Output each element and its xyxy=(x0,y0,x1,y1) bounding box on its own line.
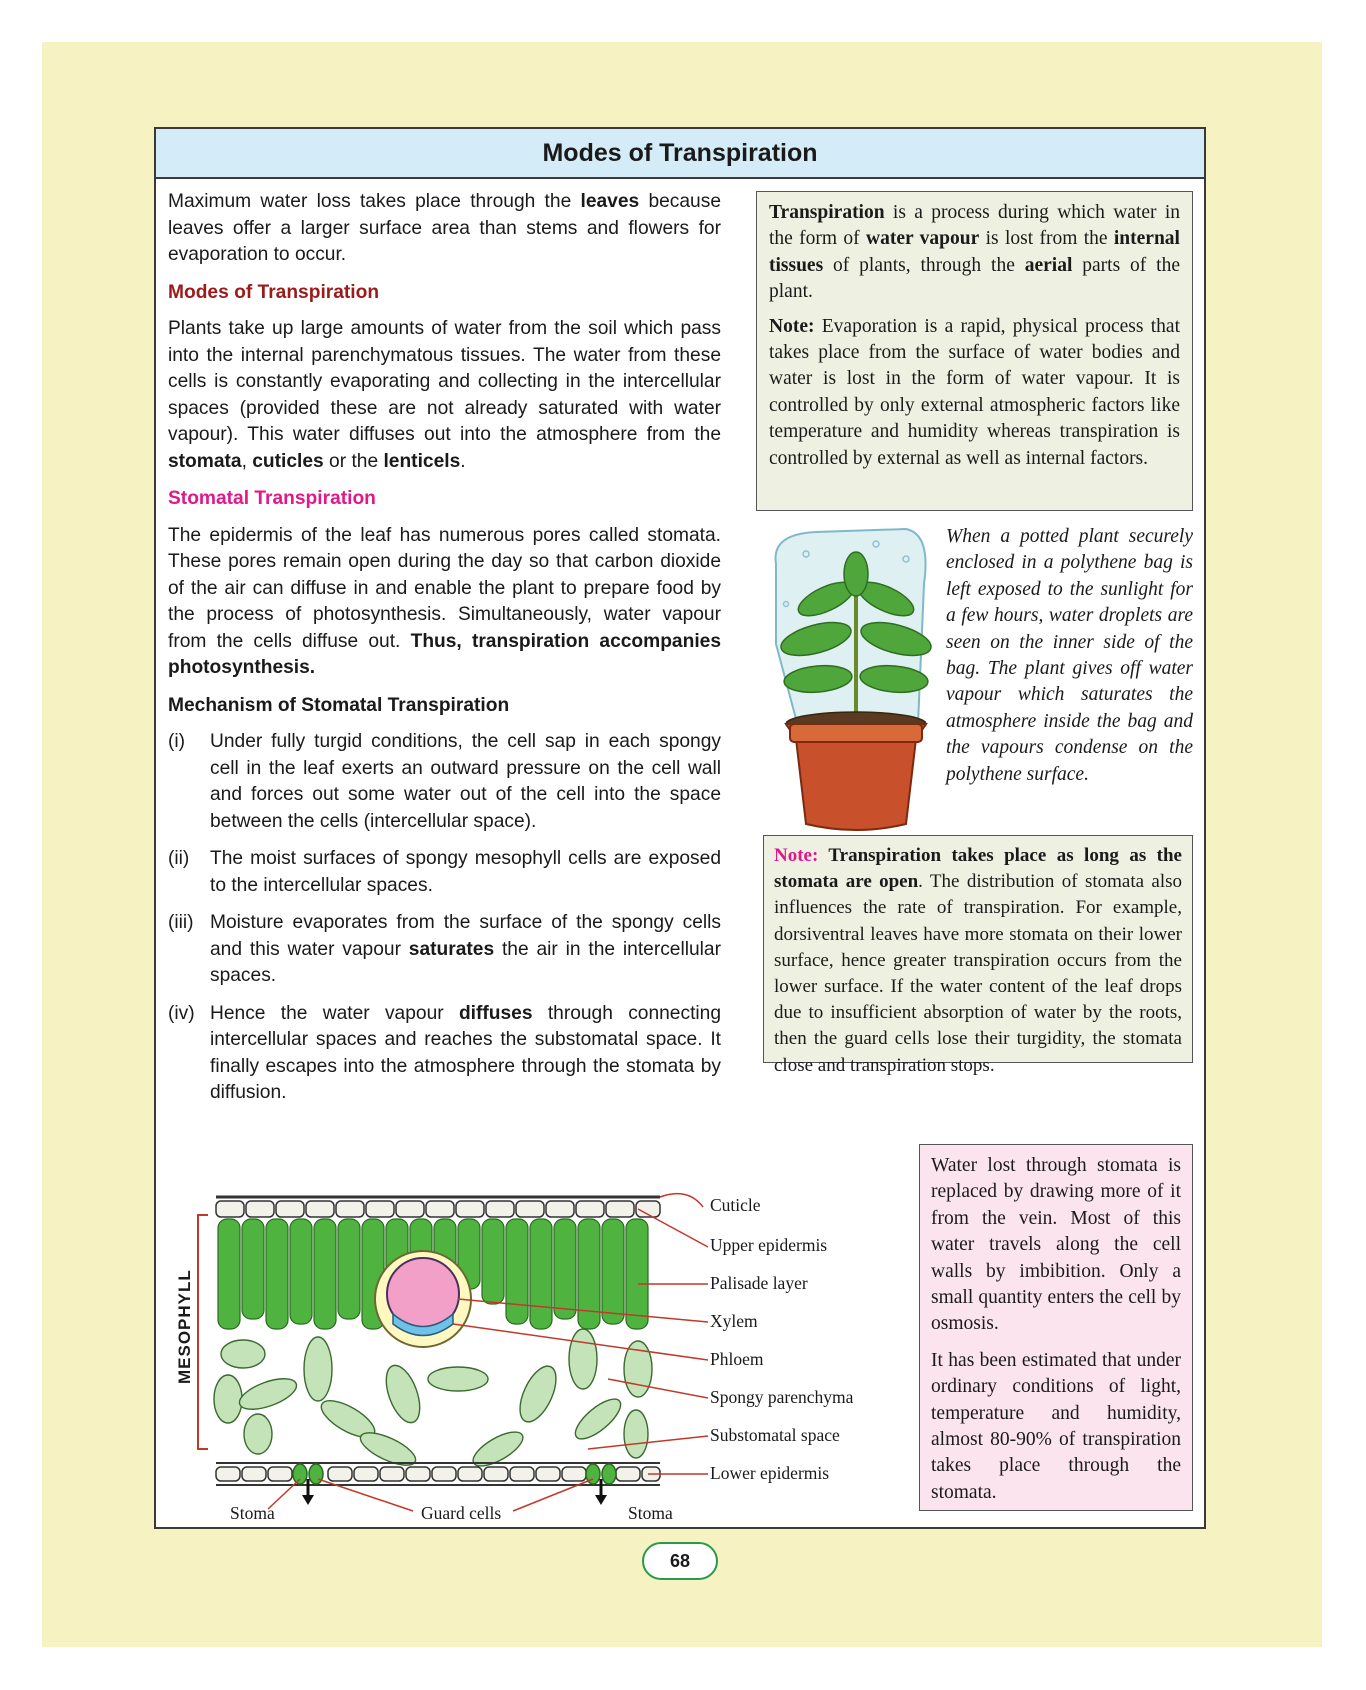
mesophyll-bracket xyxy=(198,1215,208,1449)
heading-stomatal: Stomatal Transpiration xyxy=(168,488,376,509)
leaf-section-svg xyxy=(168,1149,918,1519)
page-number: 68 xyxy=(642,1542,718,1580)
label-guard-cells: Guard cells xyxy=(421,1503,502,1519)
label-palisade-layer: Palisade layer xyxy=(710,1273,808,1293)
spongy-parenchyma-cells xyxy=(214,1329,652,1473)
label-phloem: Phloem xyxy=(710,1349,764,1369)
vein-paragraph: Water lost through stomata is replaced by drawing more of it from the vein. Most of this water travels along the cell walls by imbibition. Only a small quantity enters the cell by osmosis. xyxy=(931,1155,1181,1335)
upper-epidermis-cells xyxy=(216,1201,660,1217)
note-text: . The distribution of stomata also influences the rate of transpiration. For example, dorsiventral leaves have more stomata on their lower surface, hence greater transpiration occurs from the lower surface. If the water content of the leaf drops due to insufficient absorption of water by the roots, then the guard cells lose their turgidity, the stomata close and transpiration stops. xyxy=(774,871,1183,1076)
label-xylem: Xylem xyxy=(710,1311,758,1331)
pot-rim xyxy=(790,724,922,742)
list-item: (ii) The moist surfaces of spongy mesophyll cells are exposed to the intercellular spaces. xyxy=(168,848,721,896)
potted-plant-figure xyxy=(756,524,1193,834)
note-label: Note: xyxy=(774,845,819,866)
definition-box xyxy=(756,191,1193,511)
list-item: (iii) Moisture evaporates from the surface of the spongy cells and this water vapour saturates the air in the intercellular spaces. xyxy=(168,912,721,986)
evaporation-note: Note: Evaporation is a rapid, physical process that takes place from the surface of water bodies and water is lost in the form of water vapour. It is controlled by only external atmospheric factors like temperature and humidity whereas transpiration is controlled by external as well as internal factors. xyxy=(769,315,1180,469)
label-stoma-right: Stoma xyxy=(628,1503,673,1519)
left-column xyxy=(168,189,721,1118)
content-frame xyxy=(154,127,1206,1529)
stomatal-paragraph: The epidermis of the leaf has numerous pores called stomata. These pores remain open during the day so that carbon dioxide of the air can diffuse in and enable the plant to prepare food by the process of photosynthesis. Simultaneously, water vapour from the cells diffuse out. Thus, transpiration accompanies photosynthesis. xyxy=(168,524,721,678)
label-stoma-left: Stoma xyxy=(230,1503,275,1519)
mechanism-list xyxy=(168,729,721,1107)
plant-caption: When a potted plant securely enclosed in a polythene bag is left exposed to the sunlight for a few hours, water droplets are seen on the inner side of the bag. The plant gives off water vapour which saturates the atmosphere inside the bag and the vapours condense on the polythene surface. xyxy=(946,526,1193,785)
heading-mechanism: Mechanism of Stomatal Transpiration xyxy=(168,694,510,716)
heading-modes: Modes of Transpiration xyxy=(168,281,380,303)
list-item: (i) Under fully turgid conditions, the cell sap in each spongy cell in the leaf exerts an outward pressure on the cell wall and forces out some water out of the cell into the space between the cells (intercellular space). xyxy=(168,731,721,832)
label-upper-epidermis: Upper epidermis xyxy=(710,1235,828,1255)
leaf-cross-section-diagram xyxy=(168,1149,918,1519)
list-item: (iv) Hence the water vapour diffuses through connecting intercellular spaces and reaches the substomatal space. It finally escapes into the atmosphere through the stomata by diffusion. xyxy=(168,1002,721,1103)
definition-paragraph: Transpiration is a process during which water in the form of water vapour is lost from the internal tissues of plants, through the aerial parts of the plant. xyxy=(769,202,1180,303)
vein-water-box xyxy=(919,1144,1193,1511)
mesophyll-label: MESOPHYLL xyxy=(175,1269,194,1384)
label-spongy-parenchyma: Spongy parenchyma xyxy=(710,1387,854,1407)
note-bold: Transpiration takes place as long as the stomata are open xyxy=(774,845,1182,893)
stomata-note-box xyxy=(763,835,1193,1076)
label-lower-epidermis: Lower epidermis xyxy=(710,1463,830,1483)
modes-paragraph: Plants take up large amounts of water from the soil which pass into the internal parenchymatous tissues. The water from these cells is constantly evaporating and collecting in the intercellular spaces (provided these are not already saturated with water vapour). This water diffuses out into the atmosphere from the stomata, cuticles or the lenticels. xyxy=(168,318,721,472)
page-title: Modes of Transpiration xyxy=(156,129,1204,179)
label-substomatal-space: Substomatal space xyxy=(710,1425,840,1445)
estimate-paragraph: It has been estimated that under ordinary conditions of light, temperature and humidity, almost 80-90% of transpiration takes place through the stomata. xyxy=(931,1349,1181,1503)
intro-paragraph: Maximum water loss takes place through the leaves because leaves offer a larger surface area than stems and flowers for evaporation to occur. xyxy=(168,191,721,265)
potted-plant-illustration xyxy=(756,524,941,834)
label-cuticle: Cuticle xyxy=(710,1195,761,1215)
